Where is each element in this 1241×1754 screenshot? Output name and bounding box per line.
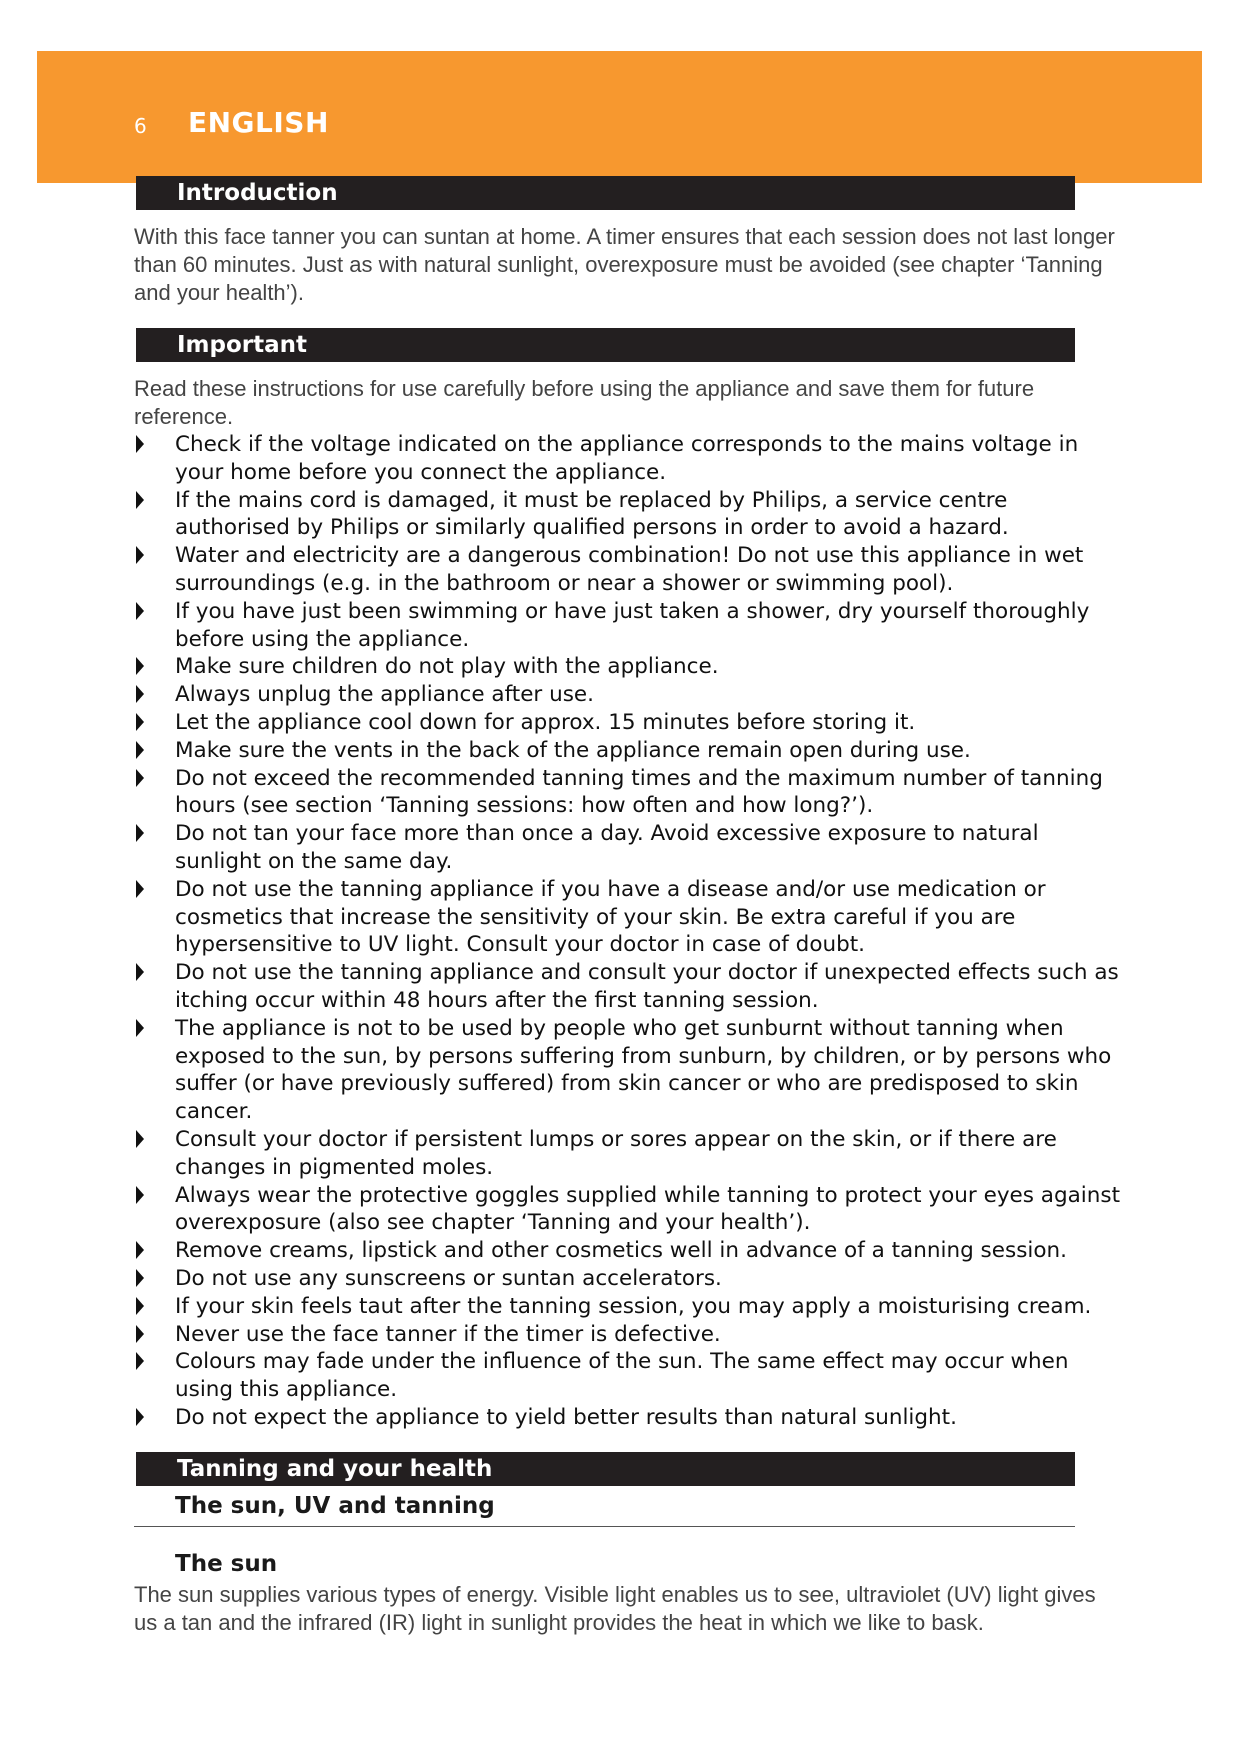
list-item: Make sure children do not play with the appliance. [134,653,1124,681]
bullet-icon [136,435,144,453]
bullet-icon [136,963,144,981]
section-heading-tanning-health: Tanning and your health [136,1452,1075,1486]
subheading-sun-uv-tanning: The sun, UV and tanning [134,1486,1075,1527]
bullet-icon [136,880,144,898]
language-title: ENGLISH [188,106,329,139]
list-item: Do not tan your face more than once a day. Avoid excessive exposure to natural sunlight on the same day. [134,820,1124,876]
bullet-icon [136,1352,144,1370]
list-item: Do not use the tanning appliance and consult your doctor if unexpected effects such as itching occur within 48 hours after the first tanning session. [134,959,1124,1015]
bullet-icon [136,491,144,509]
section-heading-important: Important [136,328,1075,362]
page-number: 6 [134,114,147,138]
bullet-icon [136,685,144,703]
list-item: Let the appliance cool down for approx. 15 minutes before storing it. [134,709,1124,737]
bullet-icon [136,546,144,564]
list-item: Always unplug the appliance after use. [134,681,1124,709]
list-item: If the mains cord is damaged, it must be replaced by Philips, a service centre authorised by Philips or similarly qualified persons in order to avoid a hazard. [134,487,1124,543]
list-item: Colours may fade under the influence of the sun. The same effect may occur when using this appliance. [134,1348,1124,1404]
bullet-icon [136,657,144,675]
list-item: Consult your doctor if persistent lumps or sores appear on the skin, or if there are changes in pigmented moles. [134,1126,1124,1182]
subsubheading-the-sun: The sun [175,1550,278,1577]
list-item: Do not use any sunscreens or suntan accelerators. [134,1265,1124,1293]
section-heading-introduction: Introduction [136,176,1075,210]
bullet-icon [136,1130,144,1148]
list-item: If your skin feels taut after the tanning session, you may apply a moisturising cream. [134,1293,1124,1321]
list-item: Remove creams, lipstick and other cosmetics well in advance of a tanning session. [134,1237,1124,1265]
important-list [134,431,1124,1432]
bullet-icon [136,1186,144,1204]
bullet-icon [136,1269,144,1287]
bullet-icon [136,1408,144,1426]
list-item: Do not use the tanning appliance if you have a disease and/or use medication or cosmetics that increase the sensitivity of your skin. Be extra careful if you are hypersensitive to UV light. Consult your doctor in case of doubt. [134,876,1124,959]
bullet-icon [136,713,144,731]
list-item: If you have just been swimming or have just taken a shower, dry yourself thoroughly before using the appliance. [134,598,1124,654]
list-item: The appliance is not to be used by people who get sunburnt without tanning when exposed to the sun, by persons suffering from sunburn, by children, or by persons who suffer (or have previously suffered) from skin cancer or who are predisposed to skin cancer. [134,1015,1124,1126]
list-item: Water and electricity are a dangerous combination! Do not use this appliance in wet surroundings (e.g. in the bathroom or near a shower or swimming pool). [134,542,1124,598]
bullet-icon [136,1019,144,1037]
bullet-icon [136,1297,144,1315]
sun-text: The sun supplies various types of energy. Visible light enables us to see, ultraviolet (UV) light gives us a tan and the infrared (IR) light in sunlight provides the heat in which we like to bask. [134,1581,1096,1635]
list-item: Do not expect the appliance to yield better results than natural sunlight. [134,1404,1124,1432]
list-item: Never use the face tanner if the timer is defective. [134,1321,1124,1349]
list-item: Always wear the protective goggles supplied while tanning to protect your eyes against overexposure (also see chapter ‘Tanning and your health’). [134,1182,1124,1238]
bullet-icon [136,741,144,759]
introduction-text: With this face tanner you can suntan at home. A timer ensures that each session does not last longer than 60 minutes. Just as with natural sunlight, overexposure must be avoided (see chapter ‘Tanning and your health’). [134,224,1115,305]
page-content [134,176,1124,1658]
list-item: Do not exceed the recommended tanning times and the maximum number of tanning hours (see section ‘Tanning sessions: how often and how long?’). [134,765,1124,821]
bullet-icon [136,602,144,620]
list-item: Check if the voltage indicated on the appliance corresponds to the mains voltage in your home before you connect the appliance. [134,431,1124,487]
bullet-icon [136,1241,144,1259]
bullet-icon [136,769,144,787]
list-item: Make sure the vents in the back of the appliance remain open during use. [134,737,1124,765]
bullet-icon [136,824,144,842]
important-intro-text: Read these instructions for use carefully before using the appliance and save them for future reference. [134,376,1035,429]
bullet-icon [136,1325,144,1343]
